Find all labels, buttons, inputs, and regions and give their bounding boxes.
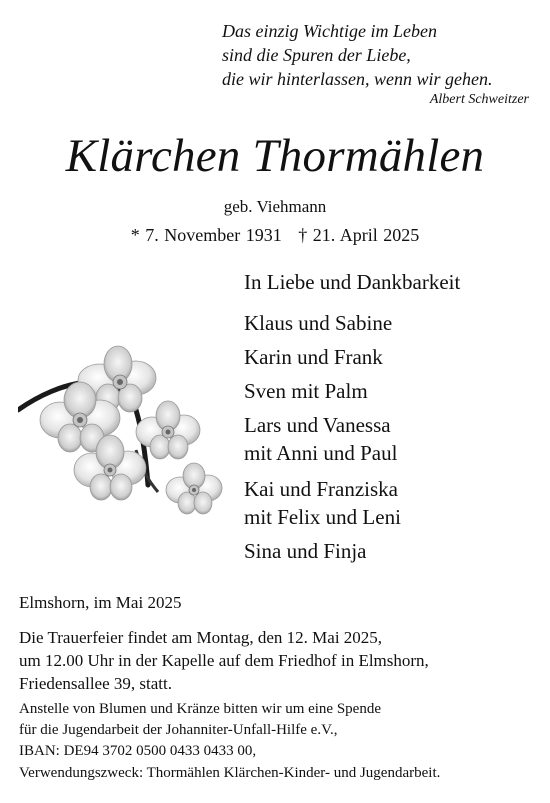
funeral-line-1: Die Trauerfeier findet am Montag, den 12. Mai 2025,: [19, 628, 383, 647]
quote-line-3: die wir hinterlassen, wenn wir gehen.: [222, 69, 493, 89]
deceased-name: Klärchen Thormählen: [65, 130, 485, 182]
mourner-line-5: mit Anni und Paul: [244, 441, 398, 465]
donation-line-2: für die Jugendarbeit der Johanniter-Unfall-Hilfe e.V.,: [19, 722, 338, 738]
mourner-line-1: Klaus und Sabine: [244, 311, 393, 335]
mourner-line-4: Lars und Vanessa: [244, 413, 391, 437]
funeral-line-2: um 12.00 Uhr in der Kapelle auf dem Friedhof in Elmshorn,: [19, 651, 429, 670]
mourner-line-3: Sven mit Palm: [244, 379, 368, 403]
quote-author: Albert Schweitzer: [429, 92, 529, 107]
donation-line-1: Anstelle von Blumen und Kränze bitten wir um eine Spende: [19, 701, 381, 717]
mourner-line-8: Sina und Finja: [244, 539, 367, 563]
quote-line-1: Das einzig Wichtige im Leben: [222, 21, 437, 41]
quote-line-2: sind die Spuren der Liebe,: [222, 45, 411, 65]
funeral-line-3: Friedensallee 39, statt.: [19, 674, 172, 693]
donation-line-3: IBAN: DE94 3702 0500 0433 0433 00,: [19, 743, 257, 759]
donation-line-4: Verwendungszweck: Thormählen Klärchen-Kinder- und Jugendarbeit.: [19, 765, 441, 781]
mourner-line-7: mit Felix und Leni: [244, 505, 401, 529]
mourner-line-6: Kai und Franziska: [244, 477, 398, 501]
mourner-line-2: Karin und Frank: [244, 345, 383, 369]
mourners-heading: In Liebe und Dankbarkeit: [244, 270, 461, 294]
orchid-image: [18, 320, 228, 530]
birth-name: geb. Viehmann: [223, 197, 327, 216]
life-dates: * 7. November 1931 † 21. April 2025: [130, 225, 420, 245]
place-date: Elmshorn, im Mai 2025: [19, 593, 182, 612]
